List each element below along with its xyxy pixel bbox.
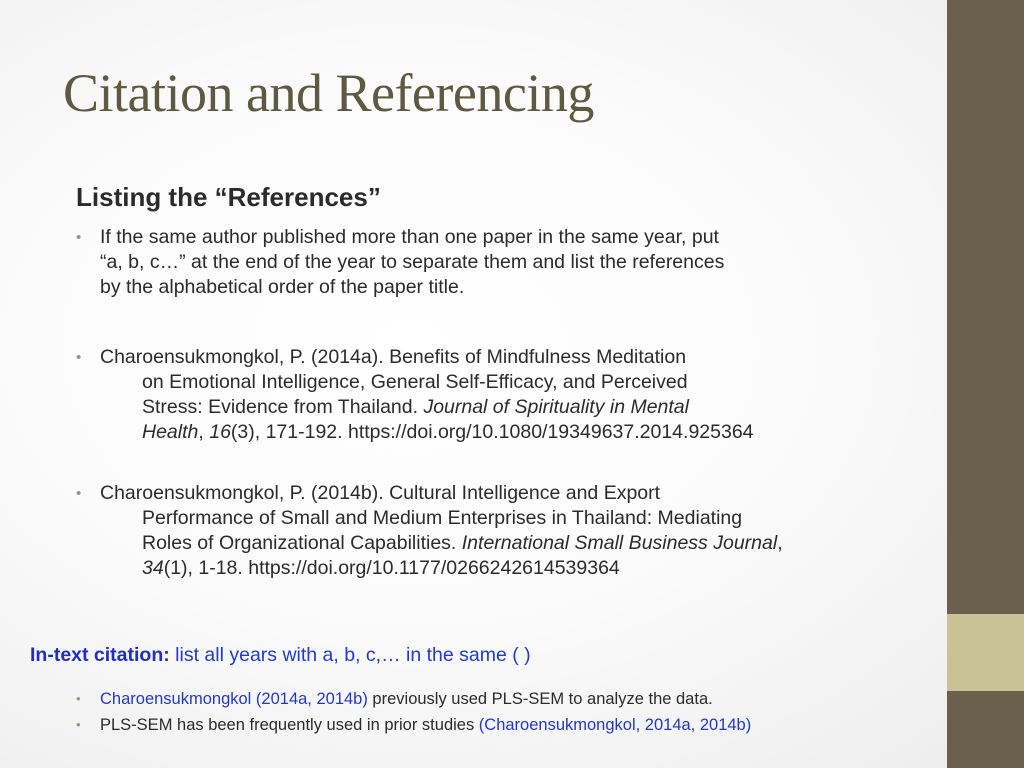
sidebar-decor-accent [947,614,1024,691]
bullet-marker: • [76,349,82,366]
reference-line-3-text: Stress: Evidence from Thailand. [142,396,424,418]
example-plain-text: previously used PLS-SEM to analyze the data. [367,690,713,708]
reference-text [100,481,900,581]
example-text [100,688,713,710]
example-text [100,714,751,736]
reference-line-3-text: Roles of Organizational Capabilities. [142,532,462,554]
example-plain-text: PLS-SEM has been frequently used in prior studies [100,716,479,734]
rule-line-1: If the same author published more than one paper in the same year, put [100,226,719,248]
journal-title-end: Health [142,421,199,443]
sidebar-decor-bottom [947,691,1024,768]
intext-citation-note [30,642,531,668]
reference-line-3 [100,395,900,420]
intext-text: list all years with a, b, c,… in the same ( ) [169,644,531,666]
pages-doi: (1), 1-18. https://doi.org/10.1177/0266242614539364 [163,557,620,579]
reference-line-1: Charoensukmongkol, P. (2014a). Benefits of Mindfulness Meditation [100,346,687,368]
sidebar-decor-top [947,0,1024,614]
narrative-citation: Charoensukmongkol (2014a, 2014b) [100,690,368,708]
bullet-marker: • [76,691,81,706]
pages-doi: (3), 171-192. https://doi.org/10.1080/19349637.2014.925364 [230,421,754,443]
bullet-marker: • [76,229,82,246]
journal-title: Journal of Spirituality in Mental [423,396,689,418]
reference-line-2: Performance of Small and Medium Enterprises in Thailand: Mediating [142,507,743,529]
rule-line-3: by the alphabetical order of the paper title. [100,276,465,298]
reference-line-2: on Emotional Intelligence, General Self-Efficacy, and Perceived [142,371,688,393]
reference-text [100,345,900,445]
reference-line-4 [100,556,900,581]
bullet-marker: • [76,485,82,502]
parenthetical-citation: (Charoensukmongkol, 2014a, 2014b) [478,716,752,734]
volume-number: 16 [209,421,231,443]
volume-number: 34 [142,557,164,579]
bullet-marker: • [76,717,81,732]
intext-label: In-text citation: [30,644,170,666]
journal-title: International Small Business Journal [461,532,778,554]
comma: , [777,532,783,554]
reference-line-1: Charoensukmongkol, P. (2014b). Cultural Intelligence and Export [100,482,661,504]
separator: , [198,421,210,443]
reference-line-3 [100,531,900,556]
rule-line-2: “a, b, c…” at the end of the year to separate them and list the references [100,251,725,273]
rule-text [100,225,900,300]
section-subheading: Listing the “References” [76,182,381,212]
reference-line-4 [100,420,900,445]
slide-title: Citation and Referencing [63,63,594,123]
